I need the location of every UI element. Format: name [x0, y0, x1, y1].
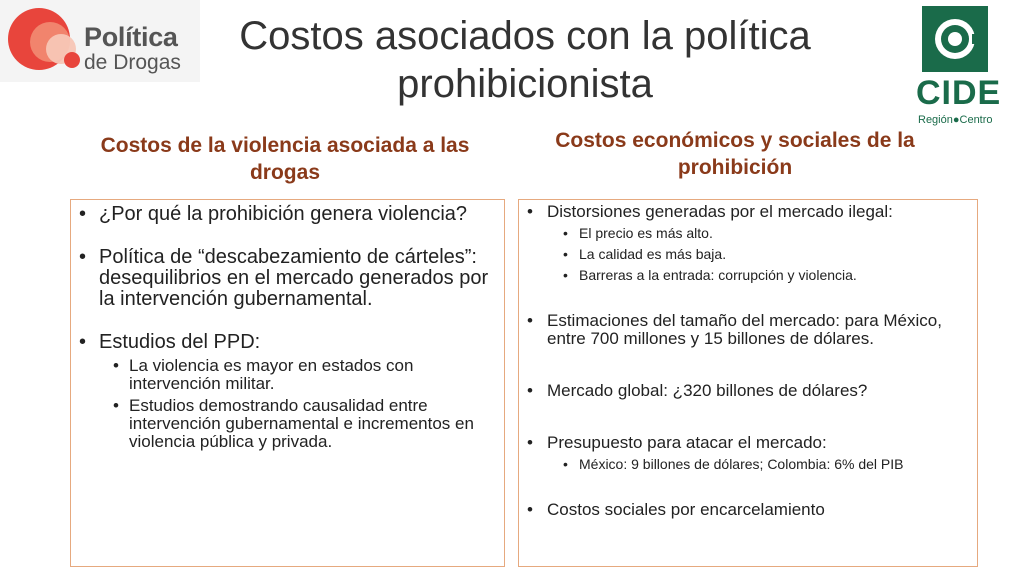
- left-content-box: [70, 199, 505, 567]
- right-content-box: [518, 199, 978, 567]
- cide-logo: [912, 4, 1012, 128]
- cide-mark-icon: [922, 6, 988, 72]
- list-item-label: Presupuesto para atacar el mercado:: [547, 433, 827, 452]
- list-item: [519, 203, 967, 284]
- left-column-heading: Costos de la violencia asociada a las drogas: [100, 134, 470, 184]
- right-column-heading: Costos económicos y sociales de la prohibición: [555, 129, 915, 179]
- list-item: [519, 434, 967, 473]
- list-item: • Costos sociales por encarcelamiento: [519, 501, 967, 519]
- list-item: • Política de “descabezamiento de cárteles”: desequilibrios en el mercado generados por la intervención gubernamental.: [71, 247, 492, 310]
- sub-list-item: • La violencia es mayor en estados con intervención militar.: [109, 357, 492, 393]
- sub-bullet-list: [547, 224, 967, 284]
- left-bullet-list: [71, 200, 504, 451]
- sub-bullet-list: [547, 455, 967, 473]
- list-item: [71, 332, 492, 451]
- cide-name: CIDE: [916, 74, 1002, 112]
- logo-circle-icon: [64, 52, 80, 68]
- politica-de-drogas-logo: [0, 0, 200, 82]
- list-item-label: Distorsiones generadas por el mercado ilegal:: [547, 202, 893, 221]
- sub-list-item: • Estudios demostrando causalidad entre intervención gubernamental e incrementos en violencia pública y privada.: [109, 397, 492, 451]
- logo-line1: Política: [84, 22, 178, 52]
- sub-bullet-list: [99, 357, 492, 451]
- logo-line2: de Drogas: [84, 51, 181, 74]
- list-item-label: Estudios del PPD:: [99, 331, 261, 353]
- list-item: • Mercado global: ¿320 billones de dólares?: [519, 382, 967, 400]
- right-bullet-list: [519, 200, 977, 519]
- sub-list-item: • El precio es más alto.: [559, 224, 967, 242]
- list-item: • Estimaciones del tamaño del mercado: para México, entre 700 millones y 15 billones de dólares.: [519, 312, 967, 348]
- cide-subtitle: Región●Centro: [918, 114, 993, 126]
- slide-title: Costos asociados con la política prohibicionista: [239, 14, 811, 106]
- sub-list-item: • México: 9 billones de dólares; Colombia: 6% del PIB: [559, 455, 967, 473]
- sub-list-item: • La calidad es más baja.: [559, 245, 967, 263]
- list-item: • ¿Por qué la prohibición genera violencia?: [71, 204, 492, 225]
- sub-list-item: • Barreras a la entrada: corrupción y violencia.: [559, 266, 967, 284]
